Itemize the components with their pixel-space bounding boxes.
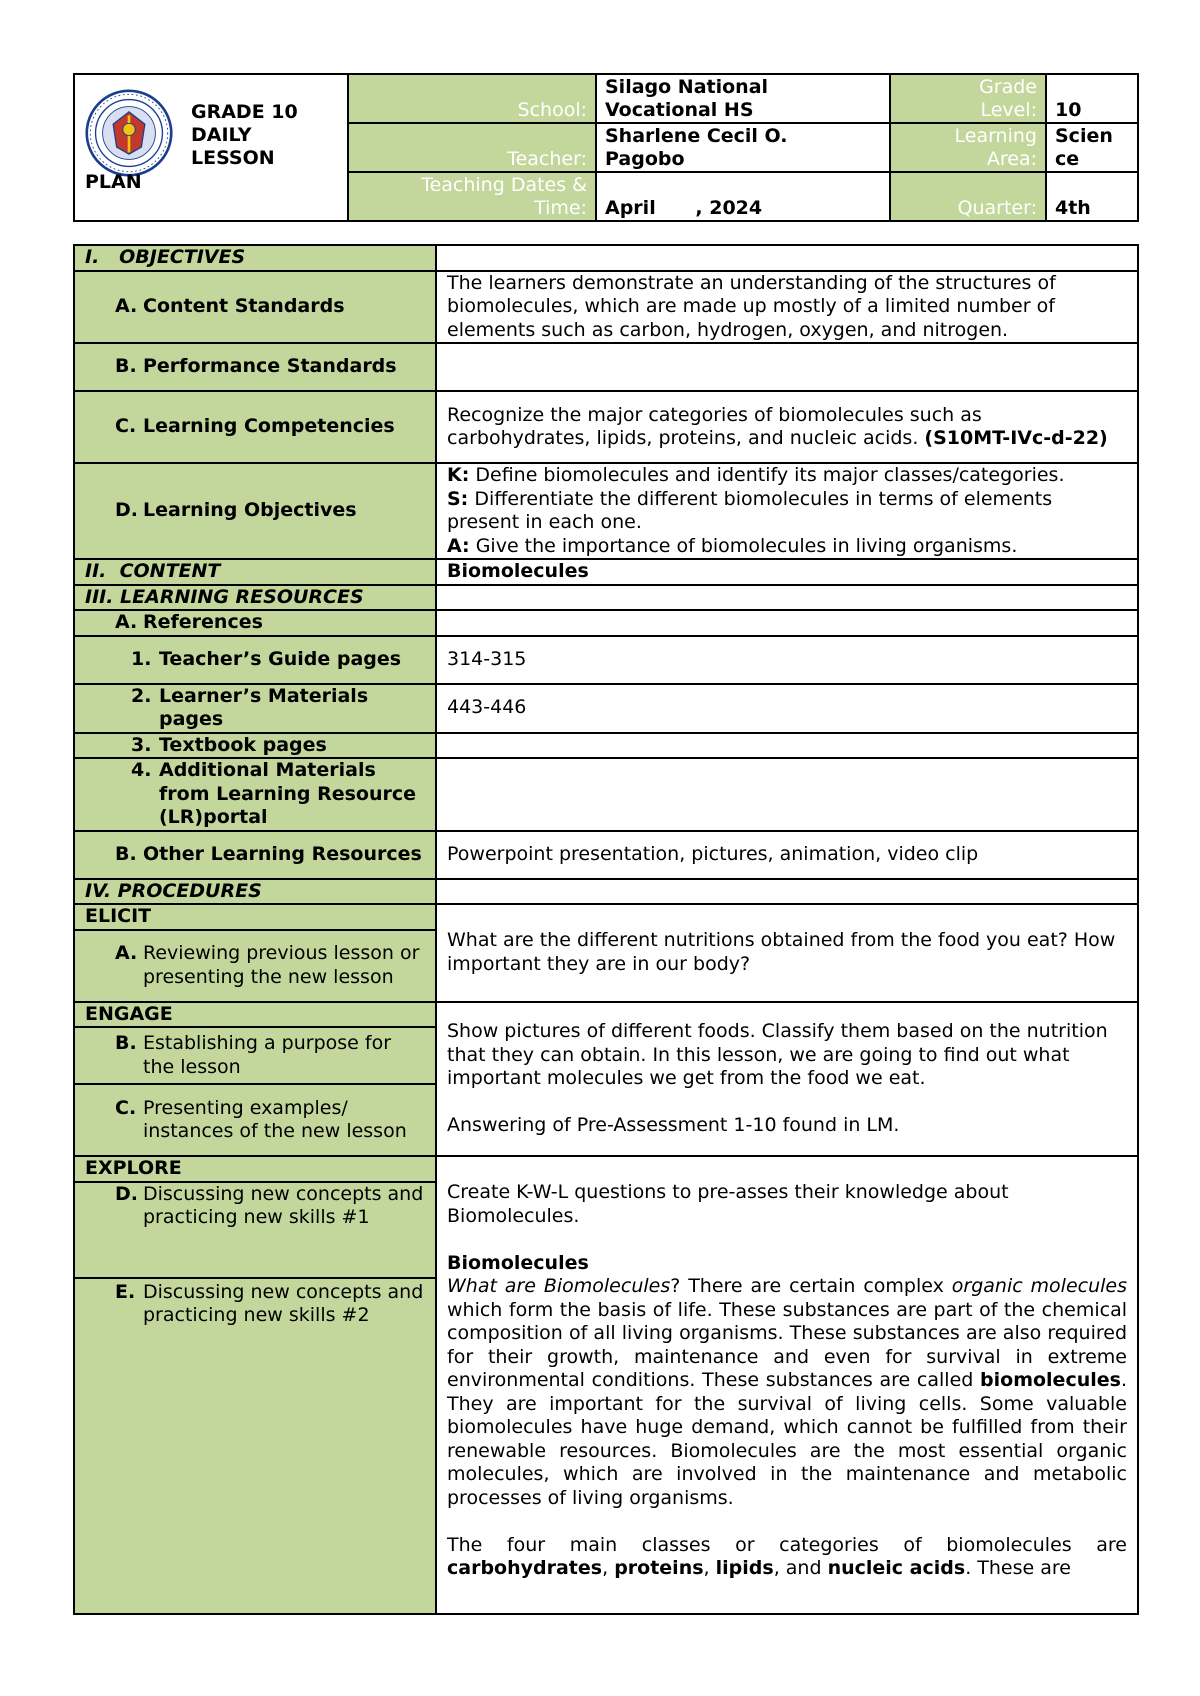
explore-phase-label: EXPLORE — [74, 1156, 436, 1182]
quarter-value: 4th — [1046, 172, 1138, 221]
school-value: Silago National Vocational HS — [596, 74, 890, 123]
performance-standards-value — [436, 343, 1138, 391]
textbook-row — [74, 733, 1138, 759]
engage-phase-row — [74, 1002, 1138, 1028]
grade-label: Grade Level: — [890, 74, 1046, 123]
learning-objectives-value: K: Define biomolecules and identify its major classes/categories. S: Differentiate the different biomolecules in terms of elements present in each one. A: Give the importance of biomolecules in living organisms. — [436, 463, 1138, 559]
content-value: Biomolecules — [436, 559, 1138, 585]
learning-objectives-label: D. Learning Objectives — [74, 463, 436, 559]
performance-standards-label: B. Performance Standards — [74, 343, 436, 391]
dates-value: April , 2024 — [596, 172, 890, 221]
references-row — [74, 610, 1138, 636]
learners-materials-row — [74, 684, 1138, 733]
additional-materials-value — [436, 758, 1138, 831]
elicit-value: What are the different nutritions obtained from the food you eat? How important they are in our body? — [436, 904, 1138, 1002]
references-label: A. References — [74, 610, 436, 636]
learning-competencies-row — [74, 391, 1138, 463]
other-resources-label: B. Other Learning Resources — [74, 831, 436, 879]
other-resources-row — [74, 831, 1138, 879]
header-title-plan: PLAN — [85, 171, 142, 193]
performance-standards-row — [74, 343, 1138, 391]
area-value: Scien ce — [1046, 123, 1138, 172]
engage-phase-label: ENGAGE — [74, 1002, 436, 1028]
additional-materials-label: 4. Additional Materials from Learning Resource (LR)portal — [74, 758, 436, 831]
procedures-row — [74, 879, 1138, 905]
content-heading: II. CONTENT — [74, 559, 436, 585]
textbook-value — [436, 733, 1138, 759]
learning-objectives-row — [74, 463, 1138, 559]
elicit-item-label: A. Reviewing previous lesson or presenting the new lesson — [74, 930, 436, 1002]
elicit-phase-label: ELICIT — [74, 904, 436, 930]
deped-seal-icon — [85, 89, 173, 177]
additional-materials-row — [74, 758, 1138, 831]
content-standards-label: A. Content Standards — [74, 271, 436, 344]
teachers-guide-row — [74, 636, 1138, 684]
engage-c-label: C. Presenting examples/ instances of the new lesson — [74, 1084, 436, 1156]
teacher-label: Teacher: — [348, 123, 596, 172]
learning-competencies-label: C. Learning Competencies — [74, 391, 436, 463]
teacher-value: Sharlene Cecil O. Pagobo — [596, 123, 890, 172]
dates-label: Teaching Dates & Time: — [348, 172, 596, 221]
resources-heading: III. LEARNING RESOURCES — [74, 585, 436, 611]
engage-value: Show pictures of different foods. Classify them based on the nutrition that they can obtain. In this lesson, we are going to find out what important molecules we get from the food we eat. Answering of Pre-Assessment 1-10 found in LM. — [436, 1002, 1138, 1157]
content-row — [74, 559, 1138, 585]
content-standards-row — [74, 271, 1138, 344]
header-table — [73, 73, 1139, 222]
learning-competencies-value: Recognize the major categories of biomolecules such as carbohydrates, lipids, proteins, and nucleic acids. (S10MT-IVc-d-22) — [436, 391, 1138, 463]
teachers-guide-value: 314-315 — [436, 636, 1138, 684]
explore-d-label: D. Discussing new concepts and practicing new skills #1 — [74, 1182, 436, 1278]
header-title: GRADE 10 DAILY LESSON — [191, 101, 298, 169]
explore-phase-row — [74, 1156, 1138, 1182]
engage-b-label: B. Establishing a purpose for the lesson — [74, 1027, 436, 1084]
procedures-heading: IV. PROCEDURES — [74, 879, 436, 905]
lesson-plan-table — [73, 244, 1139, 1615]
biomolecules-paragraph-1: What are Biomolecules? There are certain complex organic molecules which form the basis of life. These substances are part of the chemical composition of all living organisms. These substances are also required for their growth, maintenance and even for survival in extreme environmental conditions. These substances are called biomolecules. They are important for the survival of living cells. Some valuable biomolecules have huge demand, which cannot be fulfilled from their renewable resources. Biomolecules are the most essential organic molecules, which are involved in the maintenance and metabolic processes of living organisms. — [447, 1275, 1128, 1509]
header-logo-cell — [74, 74, 348, 221]
learners-materials-value: 443-446 — [436, 684, 1138, 733]
quarter-label: Quarter: — [890, 172, 1046, 221]
content-standards-value: The learners demonstrate an understanding of the structures of biomolecules, which are made up mostly of a limited number of elements such as carbon, hydrogen, oxygen, and nitrogen. — [436, 271, 1138, 344]
area-label: Learning Area: — [890, 123, 1046, 172]
elicit-phase-row — [74, 904, 1138, 930]
objectives-heading: I. OBJECTIVES — [74, 245, 436, 271]
grade-value: 10 — [1046, 74, 1138, 123]
textbook-label: 3. Textbook pages — [74, 733, 436, 759]
teachers-guide-label: 1. Teacher’s Guide pages — [74, 636, 436, 684]
learners-materials-label: 2. Learner’s Materials pages — [74, 684, 436, 733]
resources-row — [74, 585, 1138, 611]
explore-e-label: E. Discussing new concepts and practicing new skills #2 — [74, 1278, 436, 1614]
other-resources-value: Powerpoint presentation, pictures, animation, video clip — [436, 831, 1138, 879]
biomolecules-paragraph-2: The four main classes or categories of biomolecules are carbohydrates, proteins, lipids, and nucleic acids. These are — [447, 1533, 1127, 1579]
explore-value: Create K-W-L questions to pre-asses their knowledge about Biomolecules. Biomolecules What are Biomolecules? There are certain complex organic molecules which form the basis of life. These substances are part of the chemical composition of all living organisms. These substances are also required for their growth, maintenance and even for survival in extreme environmental conditions. These substances are called biomolecules. They are important for the survival of living cells. Some valuable biomolecules have huge demand, which cannot be fulfilled from their renewable resources. Biomolecules are the most essential organic molecules, which are involved in the maintenance and metabolic processes of living organisms. The four main classes or categories of biomolecules are carbohydrates, proteins, lipids, and nucleic acids. These are — [436, 1156, 1138, 1614]
objectives-row — [74, 245, 1138, 271]
school-label: School: — [348, 74, 596, 123]
